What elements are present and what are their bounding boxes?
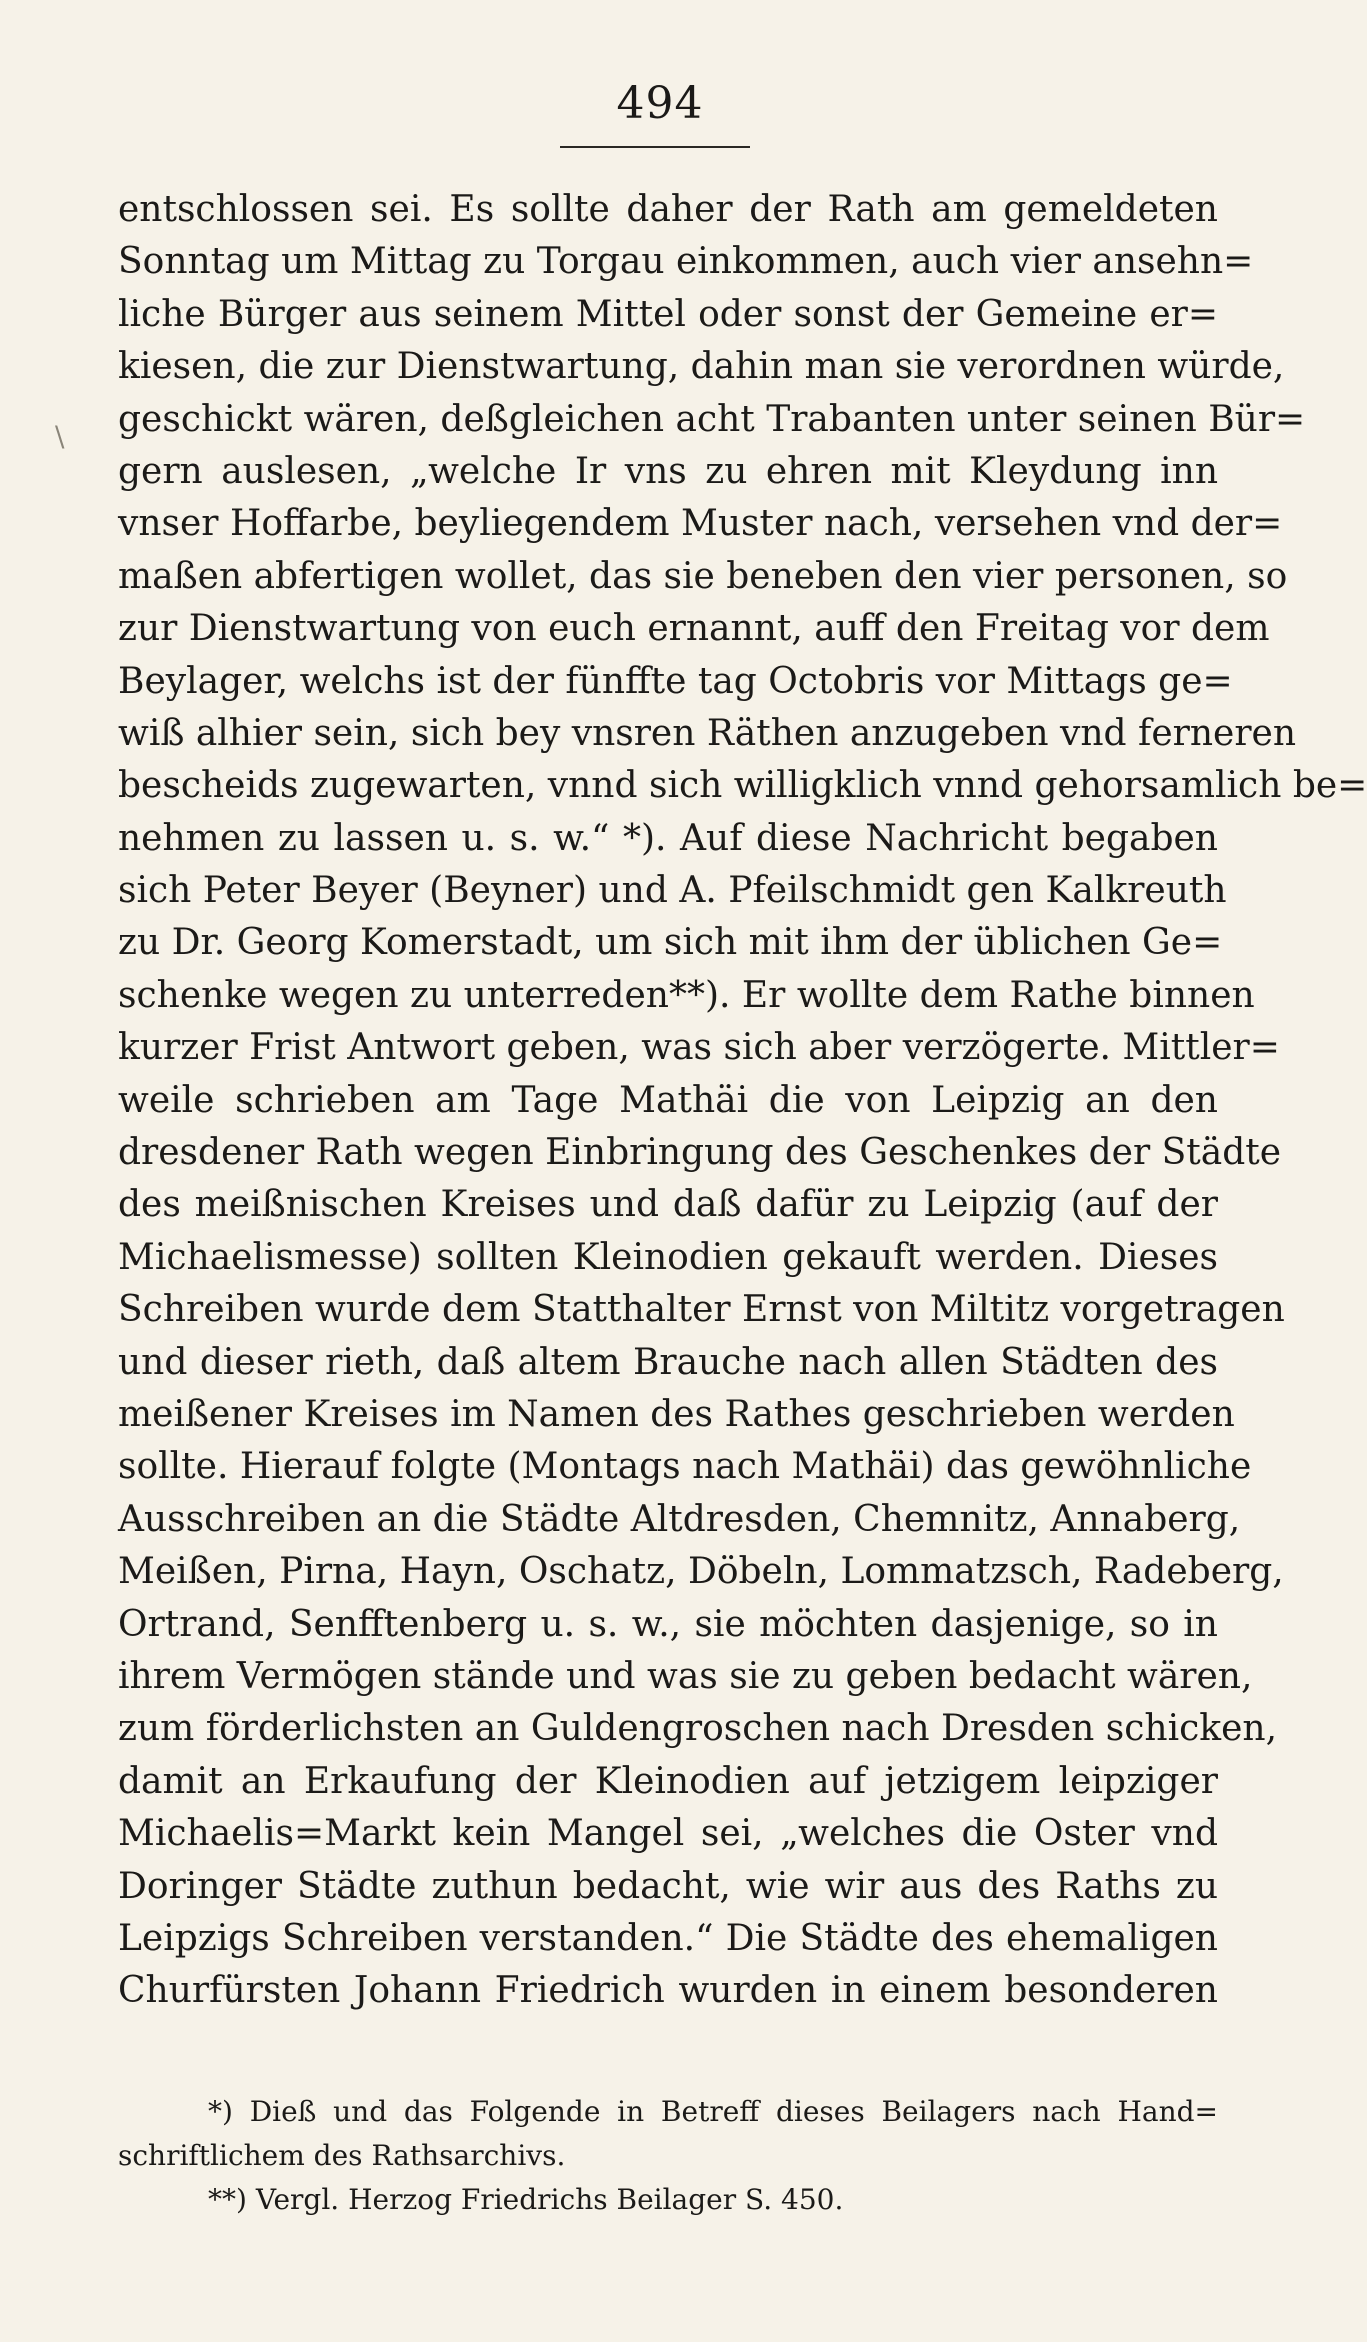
text-line: kiesen, die zur Dienstwartung, dahin man sie verordnen würde,: [118, 346, 1285, 388]
body-text: [118, 184, 1367, 2018]
footnote-continuation: schriftlichem des Rathsarchivs.: [118, 2139, 566, 2172]
page-number: 494: [616, 78, 704, 129]
text-line: Leipzigs Schreiben verstanden.“ Die Städte des ehemaligen: [118, 1917, 1218, 1959]
footnote: *) Dieß und das Folgende in Betreff dieses Beilagers nach Hand=: [208, 2095, 1218, 2128]
footnotes: [118, 2090, 1218, 2222]
text-line: zu Dr. Georg Komerstadt, um sich mit ihm der üblichen Ge=: [118, 922, 1223, 964]
text-line: maßen abfertigen wollet, das sie beneben den vier personen, so: [118, 555, 1288, 597]
text-line: Beylager, welchs ist der fünffte tag Octobris vor Mittags ge=: [118, 660, 1233, 702]
text-line: Michaelismesse) sollten Kleinodien gekauft werden. Dieses: [118, 1236, 1218, 1278]
footnote: **) Vergl. Herzog Friedrichs Beilager S. 450.: [208, 2183, 844, 2216]
text-line: Meißen, Pirna, Hayn, Oschatz, Döbeln, Lommatzsch, Radeberg,: [118, 1551, 1284, 1593]
text-line: Ortrand, Senfftenberg u. s. w., sie möchten dasjenige, so in: [118, 1603, 1218, 1645]
text-line: damit an Erkaufung der Kleinodien auf jetzigem leipziger: [118, 1760, 1218, 1802]
header-rule: [560, 146, 750, 148]
text-line: vnser Hoffarbe, beyliegendem Muster nach, versehen vnd der=: [118, 503, 1283, 545]
text-line: ihrem Vermögen stände und was sie zu geben bedacht wären,: [118, 1655, 1253, 1697]
text-line: Sonntag um Mittag zu Torgau einkommen, auch vier ansehn=: [118, 241, 1254, 283]
text-line: entschlossen sei. Es sollte daher der Rath am gemeldeten: [118, 189, 1218, 230]
text-line: meißener Kreises im Namen des Rathes geschrieben werden: [118, 1393, 1235, 1435]
text-line: Schreiben wurde dem Statthalter Ernst von Miltitz vorgetragen: [118, 1289, 1285, 1331]
text-line: geschickt wären, deßgleichen acht Trabanten unter seinen Bür=: [118, 398, 1306, 440]
margin-mark: \: [55, 420, 65, 453]
text-line: sich Peter Beyer (Beyner) und A. Pfeilschmidt gen Kalkreuth: [118, 870, 1227, 912]
text-line: kurzer Frist Antwort geben, was sich aber verzögerte. Mittler=: [118, 1027, 1280, 1069]
text-line: wiß alhier sein, sich bey vnsren Räthen anzugeben vnd ferneren: [118, 712, 1297, 754]
text-line: liche Bürger aus seinem Mittel oder sonst der Gemeine er=: [118, 293, 1218, 335]
text-line: Doringer Städte zuthun bedacht, wie wir aus des Raths zu: [118, 1865, 1218, 1907]
text-line: Ausschreiben an die Städte Altdresden, Chemnitz, Annaberg,: [118, 1498, 1241, 1540]
text-line: des meißnischen Kreises und daß dafür zu Leipzig (auf der: [118, 1184, 1218, 1226]
text-line: Michaelis=Markt kein Mangel sei, „welches die Oster vnd: [118, 1813, 1218, 1855]
text-line: zur Dienstwartung von euch ernannt, auff den Freitag vor dem: [118, 608, 1270, 650]
text-line: nehmen zu lassen u. s. w.“ *). Auf diese Nachricht begaben: [118, 817, 1218, 859]
text-line: gern auslesen, „welche Ir vns zu ehren mit Kleydung inn: [118, 450, 1218, 492]
text-line: und dieser rieth, daß altem Brauche nach allen Städten des: [118, 1341, 1218, 1383]
text-line: schenke wegen zu unterreden**). Er wollte dem Rathe binnen: [118, 974, 1255, 1016]
text-line: sollte. Hierauf folgte (Montags nach Mathäi) das gewöhnliche: [118, 1446, 1252, 1488]
text-line: Churfürsten Johann Friedrich wurden in einem besonderen: [118, 1970, 1218, 2012]
text-line: zum förderlichsten an Guldengroschen nach Dresden schicken,: [118, 1708, 1278, 1750]
text-line: bescheids zugewarten, vnnd sich willigklich vnnd gehorsamlich be=: [118, 765, 1367, 807]
text-line: weile schrieben am Tage Mathäi die von Leipzig an den: [118, 1079, 1218, 1121]
text-line: dresdener Rath wegen Einbringung des Geschenkes der Städte: [118, 1132, 1282, 1174]
